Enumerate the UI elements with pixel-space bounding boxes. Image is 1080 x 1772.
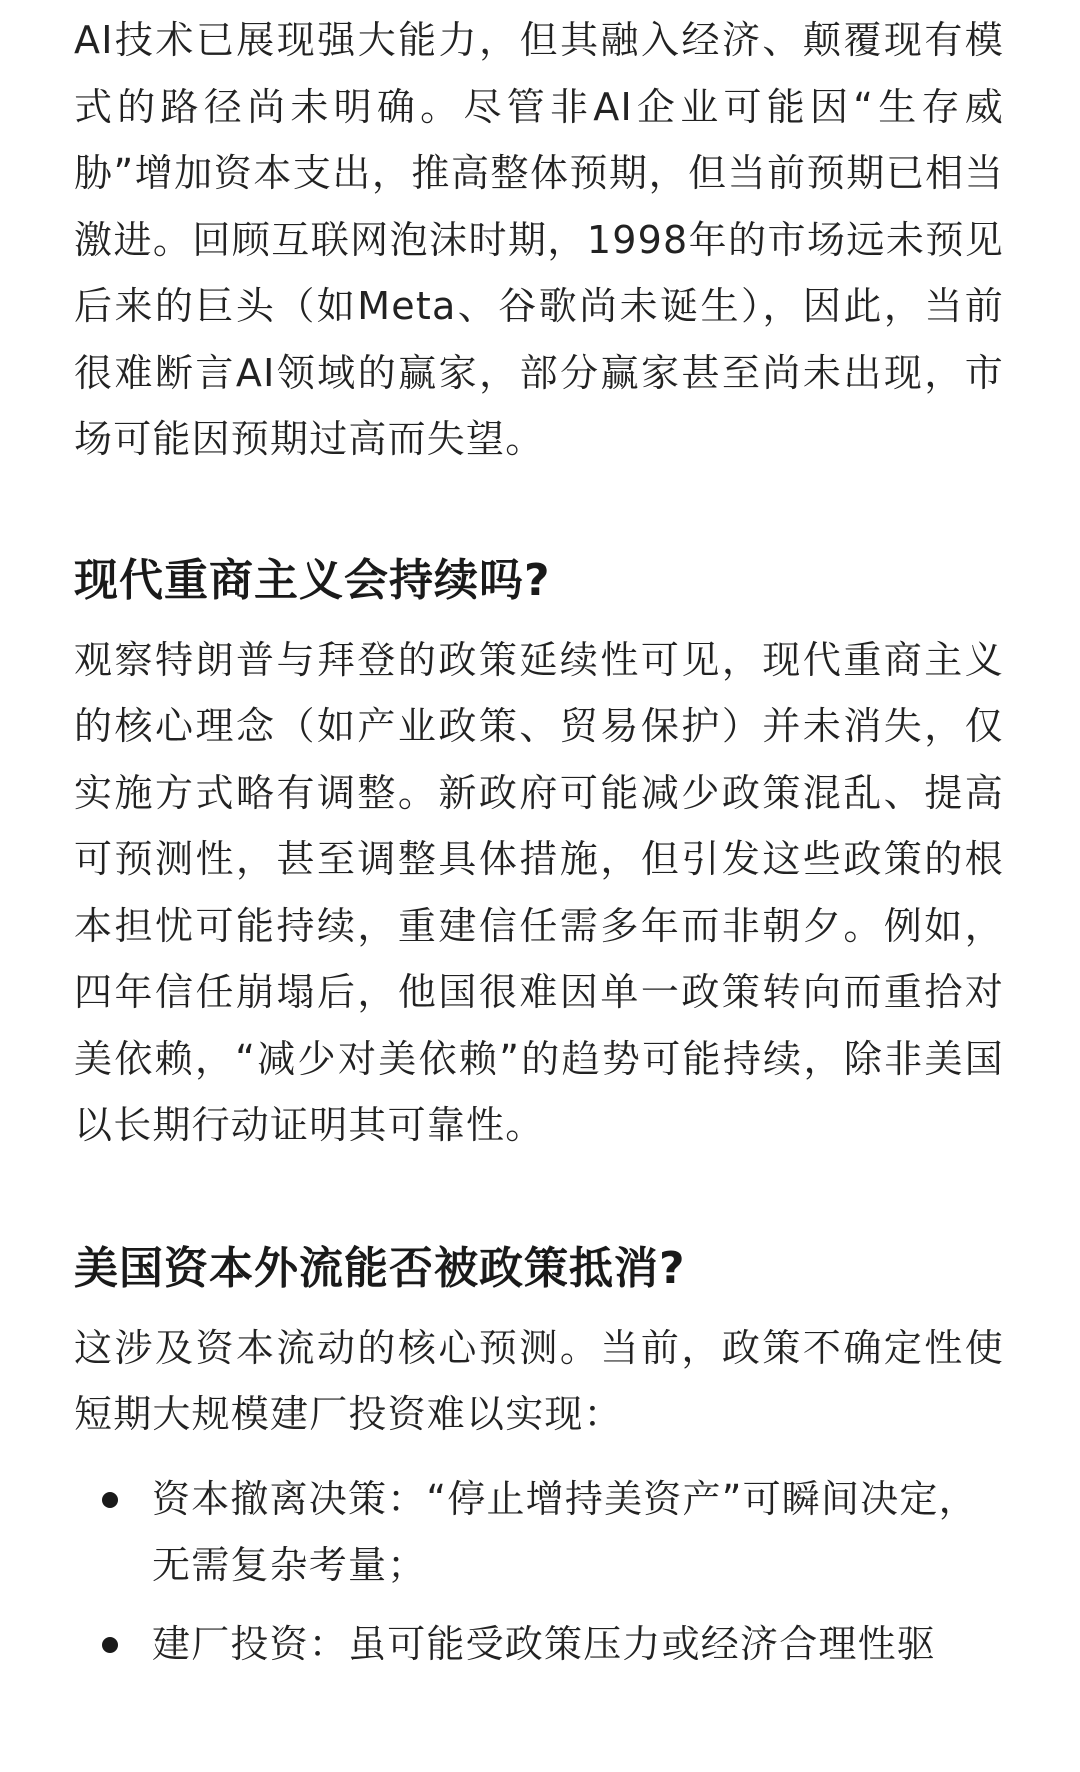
bullet-dot-icon — [102, 1492, 118, 1508]
list-item-text: 资本撤离决策：“停止增持美资产”可瞬间决定，无需复杂考量； — [152, 1476, 978, 1587]
article-body — [0, 7, 1080, 1677]
heading-capital-outflow: 美国资本外流能否被政策抵消? — [74, 1242, 686, 1294]
paragraph-mercantilism: 观察特朗普与拜登的政策延续性可见，现代重商主义的核心理念（如产业政策、贸易保护）并未消失，仅实施方式略有调整。新政府可能减少政策混乱、提高可预测性，甚至调整具体措施，但引发这些政策的根本担忧可能持续，重建信任需多年而非朝夕。例如，四年信任崩塌后，他国很难因单一政策转向而重拾对美依赖，“减少对美依赖”的趋势可能持续，除非美国以长期行动证明其可靠性。 — [74, 637, 1004, 1147]
list-item — [74, 1611, 1004, 1678]
bullet-dot-icon — [102, 1637, 118, 1653]
bullet-list — [74, 1466, 1004, 1678]
paragraph-capital-flow: 这涉及资本流动的核心预测。当前，政策不确定性使短期大规模建厂投资难以实现： — [74, 1325, 1004, 1436]
paragraph-ai-outlook: AI技术已展现强大能力，但其融入经济、颠覆现有模式的路径尚未明确。尽管非AI企业可能因“生存威胁”增加资本支出，推高整体预期，但当前预期已相当激进。回顾互联网泡沫时期，1998年的市场远未预见后来的巨头（如Meta、谷歌尚未诞生），因此，当前很难断言AI领域的赢家，部分赢家甚至尚未出现，市场可能因预期过高而失望。 — [74, 18, 1004, 461]
list-item — [74, 1466, 1004, 1599]
list-item-text: 建厂投资：虽可能受政策压力或经济合理性驱 — [152, 1621, 937, 1666]
heading-mercantilism: 现代重商主义会持续吗? — [74, 554, 551, 606]
